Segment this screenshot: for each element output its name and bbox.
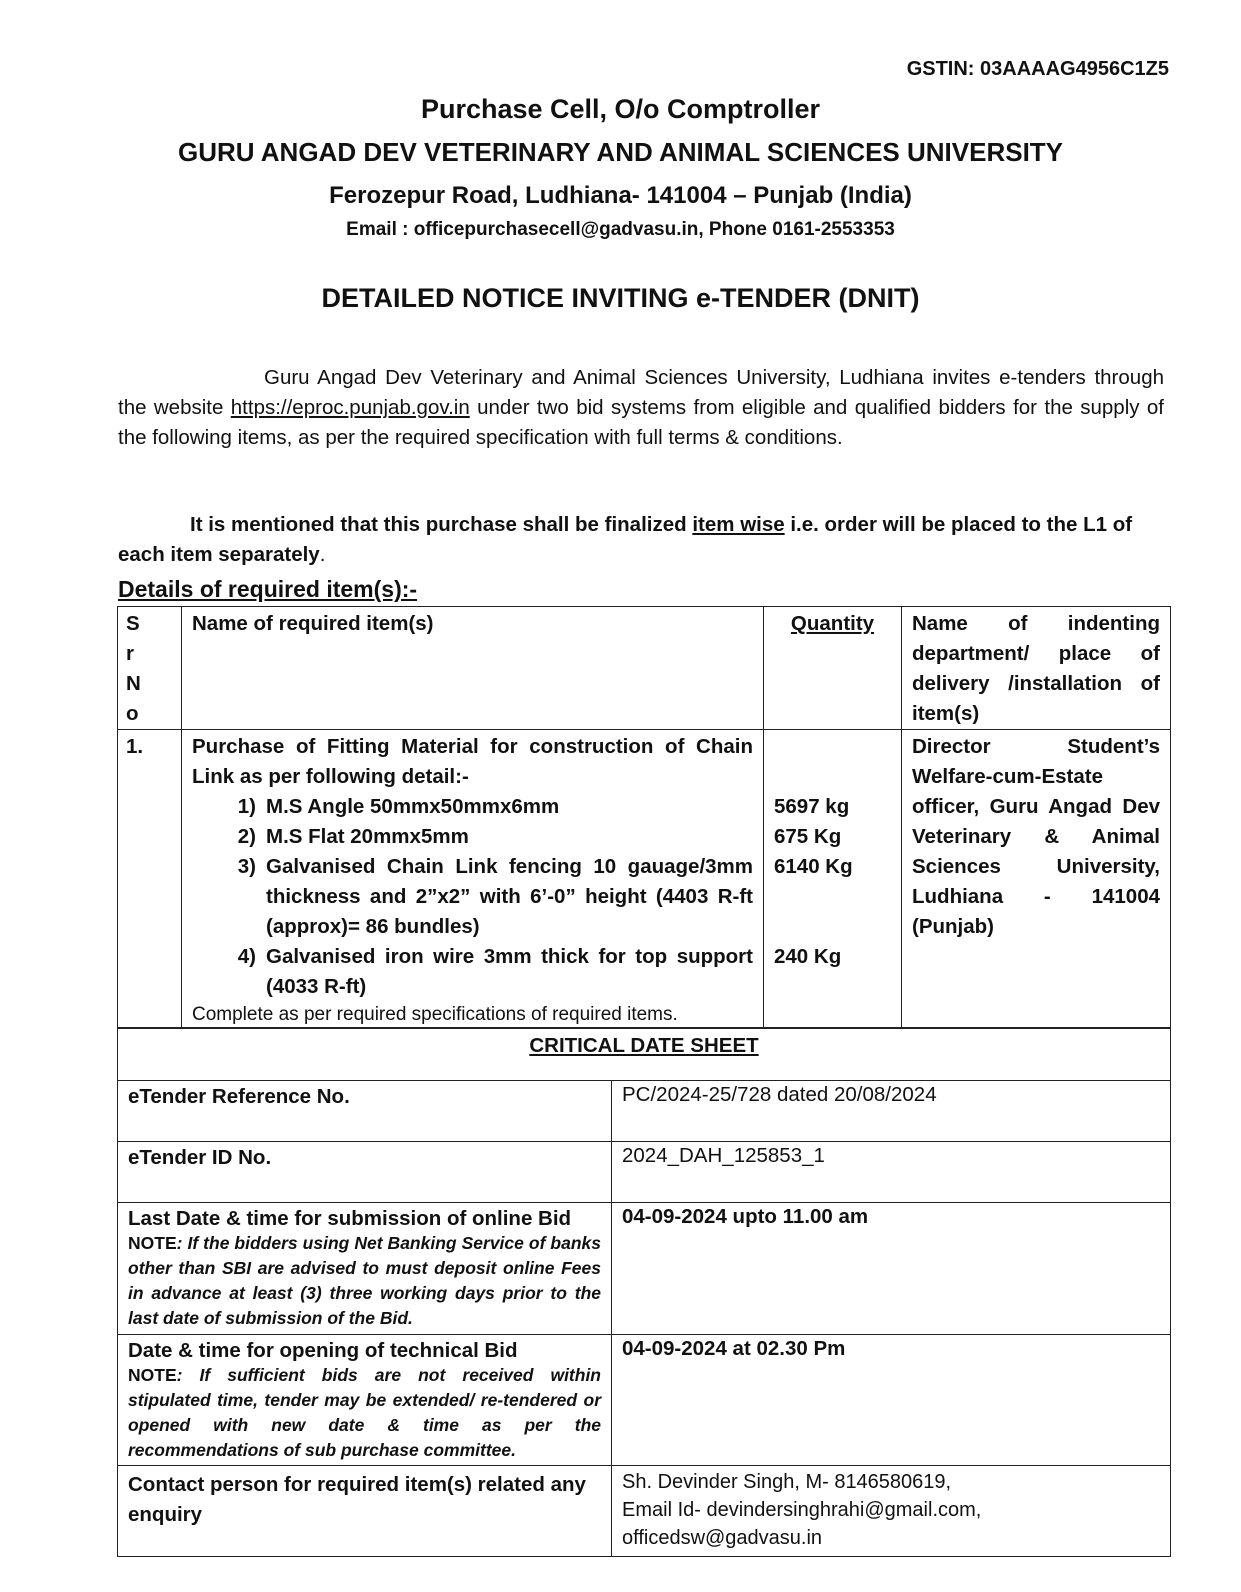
header-quantity: Quantity (764, 607, 902, 730)
contact-line: Email : officepurchasecell@gadvasu.in, Phone 0161-2553353 (346, 219, 895, 240)
opening-cell (118, 1335, 612, 1466)
document-title: DETAILED NOTICE INVITING e-TENDER (DNIT) (321, 283, 920, 313)
row-item-footer: Complete as per required specifications of required items. (192, 1004, 678, 1025)
row-item-intro: Purchase of Fitting Material for construction of Chain Link as per following detail:- (192, 735, 753, 788)
opening-note: NOTE: If sufficient bids are not received within stipulated time, tender may be extended/ re-tendered or opened with new date & time as per the recommendations of sub purchase committee. (128, 1365, 601, 1460)
eproc-link[interactable]: https://eproc.punjab.gov.in (230, 396, 470, 419)
last-date-note: NOTE: If the bidders using Net Banking Service of banks other than SBI are advised to must deposit online Fees in advance at least (3) three working days prior to the last date of submission of the Bid. (128, 1233, 601, 1328)
table-row (118, 1142, 1171, 1203)
office-name: Purchase Cell, O/o Comptroller (420, 94, 821, 124)
last-date-value: 04-09-2024 upto 11.00 am (612, 1203, 1171, 1335)
contact-label: Contact person for required item(s) related any enquiry (118, 1466, 612, 1557)
quantity-value: 240 Kg (774, 945, 842, 968)
list-item: 2) M.S Flat 20mmx5mm (237, 825, 469, 848)
critical-date-table (117, 1027, 1171, 1557)
ref-label: eTender Reference No. (118, 1081, 612, 1142)
last-date-cell (118, 1203, 612, 1335)
notice-period: . (319, 543, 326, 566)
quantity-value: 6140 Kg (774, 855, 853, 878)
contact-value (612, 1466, 1171, 1557)
table-row (118, 1335, 1171, 1466)
item-list (192, 792, 753, 1002)
items-table-header (118, 607, 1171, 730)
intro-text-start: Guru Angad Dev Veterinary and Animal Sciences University, Ludhiana invites e-tenders through the website (118, 366, 1164, 419)
opening-value: 04-09-2024 at 02.30 Pm (612, 1335, 1171, 1466)
list-item: 3) Galvanised Chain Link fencing 10 gauage/3mm thickness and 2”x2” with 6’-0” height (4403 R-ft (approx)= 86 bundles) (237, 855, 753, 938)
quantity-value: 5697 kg (774, 795, 850, 818)
header-item-name: Name of required item(s) (182, 607, 764, 730)
address: Ferozepur Road, Ludhiana- 141004 – Punjab (India) (329, 182, 912, 209)
intro-paragraph (118, 363, 1164, 453)
notice-item-wise: item wise (692, 513, 785, 536)
row-item-details (182, 730, 764, 1029)
gstin-number: GSTIN: 03AAAAG4956C1Z5 (906, 58, 1169, 80)
opening-label: Date & time for opening of technical Bid (128, 1339, 518, 1362)
row-quantities (764, 730, 902, 1029)
row-department: Director Student’s Welfare-cum-Estate officer, Guru Angad Dev Veterinary & Animal Sciences University, Ludhiana - 141004 (Punjab) (902, 730, 1171, 1029)
table-row (118, 1203, 1171, 1335)
notice-text-end: i.e. order will be placed to the L1 of each item separately (118, 513, 1133, 566)
item-wise-notice (118, 510, 1178, 570)
table-row (118, 1081, 1171, 1142)
critical-date-heading: CRITICAL DATE SHEET (118, 1028, 1171, 1081)
university-name: GURU ANGAD DEV VETERINARY AND ANIMAL SCIENCES UNIVERSITY (177, 137, 1064, 167)
details-heading: Details of required item(s):- (118, 576, 418, 602)
contact-office-email[interactable]: officedsw@gadvasu.in (622, 1527, 823, 1549)
items-table (117, 606, 1171, 1029)
id-label: eTender ID No. (118, 1142, 612, 1203)
list-item: 1) M.S Angle 50mmx50mmx6mm (237, 795, 560, 818)
intro-text-end: under two bid systems from eligible and qualified bidders for the supply of the following items, as per the required specification with full terms & conditions. (118, 396, 1164, 449)
quantity-value: 675 Kg (774, 825, 842, 848)
header-department: Name of indenting department/ place of delivery /installation of item(s) (902, 607, 1171, 730)
table-row (118, 730, 1171, 1029)
row-srno: 1. (118, 730, 182, 1029)
contact-email[interactable]: Email Id- devindersinghrahi@gmail.com, (622, 1499, 982, 1521)
contact-name: Sh. Devinder Singh, M- 8146580619, (622, 1471, 952, 1493)
id-value: 2024_DAH_125853_1 (612, 1142, 1171, 1203)
list-item: 4) Galvanised iron wire 3mm thick for top support (4033 R-ft) (237, 945, 753, 998)
ref-value: PC/2024-25/728 dated 20/08/2024 (612, 1081, 1171, 1142)
table-row (118, 1466, 1171, 1557)
notice-text-start: It is mentioned that this purchase shall be finalized (190, 513, 693, 536)
last-date-label: Last Date & time for submission of online Bid (128, 1207, 572, 1230)
header-srno: Sr N o (118, 607, 182, 730)
